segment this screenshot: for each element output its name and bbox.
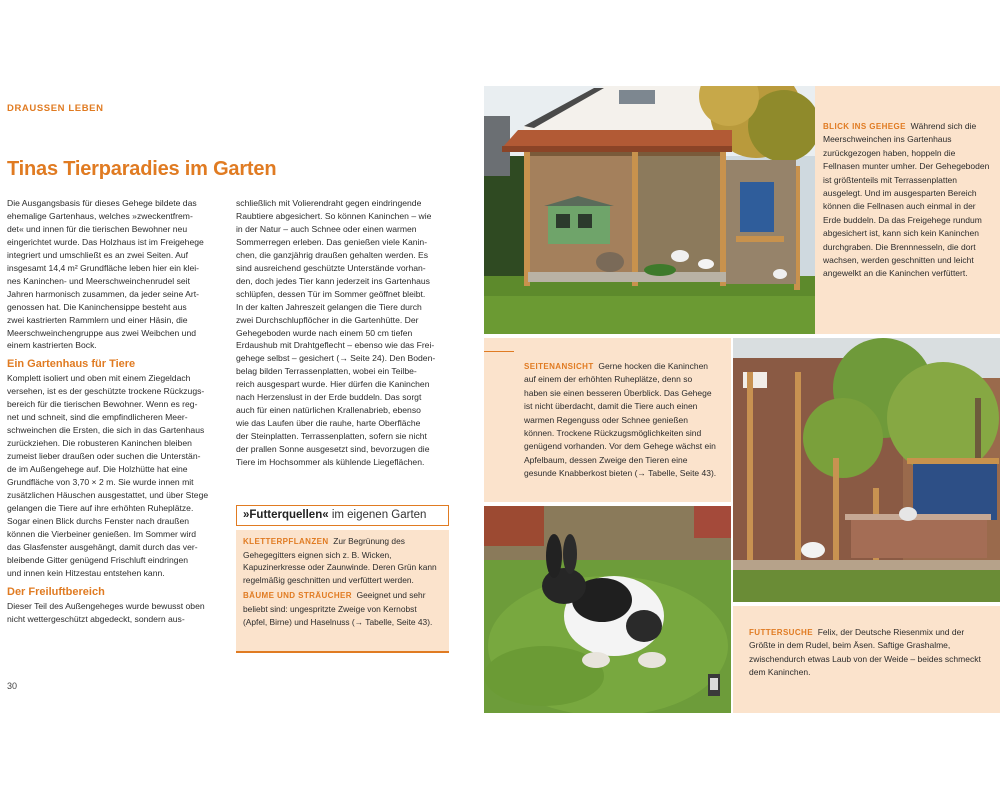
text-column-1 xyxy=(7,197,220,626)
caption-blick-ins-gehege: BLICK INS GEHEGE Während sich die Meerschweinchen ins Gartenhaus zurückgezogen haben, hoppeln die Fellnasen munter umher. Der Gehegeboden ist größtenteils mit Terrassenplatten ausgelegt. Und im ausgesparten Bereich können die Fellnasen auch einmal in der Erde buddeln. Da das Freigehege rundum abgesichert ist, kann sich kein Kaninchen durchgraben. Die Brennnesseln, die dort wachsen, werden geschnitten und leicht angewelkt an die Kaninchen verfüttert. xyxy=(815,86,1000,334)
caption-seitenansicht: SEITENANSICHT Gerne hocken die Kaninchen auf einem der erhöhten Ruheplätze, denn so haben sie einen besseren Überblick. Das Gehege ist nicht überdacht, damit die Tiere auch einen warmen Regenguss oder Schnee genießen können. Trockene Rückzugsmöglichkeiten sind genügend vorhanden. Vor dem Gehege wächst ein Apfelbaum, dessen Zweige den Tieren eine gesunde Knabberkost bieten (→ Tabelle, Seite 43). xyxy=(484,338,731,502)
infobox-title: »Futterquellen« im eigenen Garten xyxy=(236,505,449,526)
freiluft-paragraph: Dieser Teil des Außengeheges wurde bewusst oben nicht wettergeschützt abgedeckt, sondern aus- xyxy=(7,600,205,624)
photo-rabbit-felix xyxy=(484,506,731,713)
gartenhaus-paragraph: Komplett isoliert und oben mit einem Ziegeldach versehen, ist es der geschützte trockene Rückzugs- bereich für die tierischen Bewohner. Wenn es reg- net und schneit, sind die empfindlicheren Meer- schweinchen die Ersten, die sich in das Gartenhaus zurückziehen. Die robusteren Kaninchen bleiben zumeist lieber draußen oder suchen die Unterstän- de im Außengehege auf. Die Holzhütte hat eine Grundfläche von 3,70 × 2 m. Sie wurde innen mit zusätzlichen Häuschen ausgestattet, und über Stege gelangen die Tiere auf ihre erhöhten Ruheplätze. Sogar einen Blick durchs Fenster nach draußen können die Vierbeiner genießen. Im Sommer wird das Glasfenster ausgehängt, damit durch das ver- bleibende Gitter genügend Frischluft eindringen und innen kein Hitzestau entstehen kann. xyxy=(7,373,209,578)
subheading-gartenhaus: Ein Gartenhaus für Tiere xyxy=(7,358,136,371)
photo-enclosure-front xyxy=(484,86,815,334)
enclosure-front-image xyxy=(484,86,815,334)
infobox-body xyxy=(236,530,449,652)
photo-side-view xyxy=(733,338,1000,602)
caption-futtersuche: FUTTERSUCHE Felix, der Deutsche Riesenmix und der Größte in dem Rudel, beim Äsen. Saftige Grashalme, zwischendurch etwas Laub von der Weide – beides schmeckt dem Kaninchen. xyxy=(733,606,1000,713)
caption-accent-line xyxy=(484,351,514,352)
infobox-item-baeume: BÄUME UND STRÄUCHER Geeignet und sehr beliebt sind: ungespritzte Zweige von Kernobst (Apfel, Birne) und Haselnuss (→ Tabelle, Seite 43). xyxy=(243,590,433,627)
subheading-freiluftbereich: Der Freiluftbereich xyxy=(7,585,105,598)
section-label: DRAUSSEN LEBEN xyxy=(7,103,104,114)
page-number: 30 xyxy=(7,681,18,691)
futterquellen-infobox xyxy=(236,505,449,651)
side-view-image xyxy=(733,338,1000,602)
text-column-2: schließlich mit Volierendraht gegen eindringende Raubtiere abgesichert. So können Kaninchen – wie in der Natur – auch Schnee oder einen warmen Sommerregen erleben. Das genießen viele Kanin- chen, die ganzjährig draußen gehalten werden. Es sind ausreichend geschützte Unterstände vorhan- den, doch jedes Tier kann jederzeit ins Gartenhaus schlüpfen, dessen Tür im Sommer geöffnet bleibt. In der kalten Jahreszeit gelangen die Tiere durch zwei Durchschlupflöcher in die Gartenhütte. Der Gehegeboden wurde nach einem 50 cm tiefen Erdaushub mit Drahtgeflecht – ebenso wie das Frei- gehege selbst – gesichert (→ Seite 24). Den Boden- belag bilden Terrassenplatten, wobei ein Teilbe- reich ausgespart wurde. Hier dürfen die Kaninchen nach Herzenslust in der Erde buddeln. Das sorgt auch für einen natürlichen Krallenabrieb, ebenso wie das Laufen über die rauhe, harte Oberfläche der Steinplatten. Terrassenplatten, sofern sie nicht der prallen Sonne ausgesetzt sind, bevorzugen die Tiere im Hochsommer als kühlende Liegeflächen. xyxy=(236,198,436,468)
intro-paragraph: Die Ausgangsbasis für dieses Gehege bildete das ehemalige Gartenhaus, welches »zweckentfrem- det« und innen für die tierischen Bewohner neu eingerichtet wurde. Das Holzhaus ist im Freigehege integriert und umschließt es an zwei Seiten. Auf insgesamt 14,4 m² Grundfläche leben hier ein klei- nes Kaninchen- und Meerschweinchenrudel seit Jahren harmonisch zusammen, da jeder seine Art- genossen hat. Die Kaninchensippe besteht aus zwei kastrierten Rammlern und einer Häsin, die Meerschweinchengruppe aus zwei Weibchen und einem kastrierten Bock. xyxy=(7,198,204,351)
infobox-item-kletterpflanzen: KLETTERPFLANZEN Zur Begrünung des Gehegegitters eignen sich z. B. Wicken, Kapuzinerkresse oder Zaunwinde. Deren Grün kann regelmäßig geschnitten und verfüttert werden. xyxy=(243,536,437,585)
infobox-rule xyxy=(236,651,449,653)
rabbit-image xyxy=(484,506,731,713)
page-title: Tinas Tierparadies im Garten xyxy=(7,158,277,180)
